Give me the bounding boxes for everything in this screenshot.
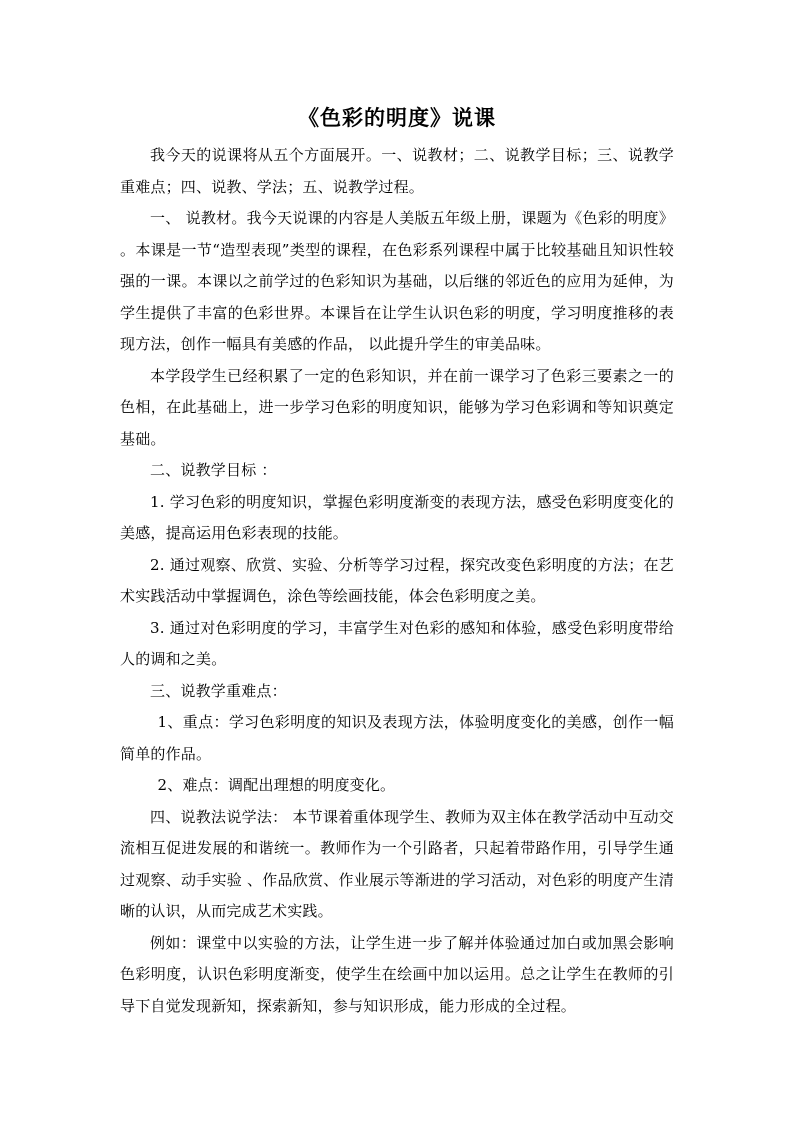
document-body bbox=[120, 140, 674, 1022]
heading-objectives: 二、说教学目标 ： bbox=[150, 461, 277, 479]
paragraph-students: 本学段学生已经积累了一定的色彩知识，并在前一课学习了色彩三要素之一的色相，在此基础上，进一步学习色彩的明度知识，能够为学习色彩调和等知识奠定基础。 bbox=[120, 366, 674, 448]
objective-item-1: 1. 学习色彩的明度知识，掌握色彩明度渐变的表现方法，感受色彩明度变化的美感，提高运用色彩表现的技能。 bbox=[120, 492, 674, 542]
paragraph-methods: 四、说教法说学法： 本节课着重体现学生、教师为双主体在教学活动中互动交流相互促进发展的和谐统一。教师作为一个引路者，只起着带路作用，引导学生通过观察、动手实验 、作品欣赏、作业展示等渐进的学习活动，对色彩的明度产生清晰的认识，从而完成艺术实践。 bbox=[120, 807, 674, 920]
document-title: 《色彩的明度》说课 bbox=[298, 105, 496, 130]
objective-item-2: 2. 通过观察、欣赏、实验、分析等学习过程，探究改变色彩明度的方法；在艺术实践活动中掌握调色，涂色等绘画技能，体会色彩明度之美。 bbox=[120, 555, 674, 605]
difficulty-item: 2、难点：调配出理想的明度变化。 bbox=[157, 776, 396, 794]
paragraph-example: 例如：课堂中以实验的方法，让学生进一步了解并体验通过加白或加黑会影响色彩明度，认识色彩明度渐变，使学生在绘画中加以运用。总之让学生在教师的引导下自觉发现新知，探索新知，参与知识形成，能力形成的全过程。 bbox=[120, 933, 674, 1015]
paragraph-textbook: 一、 说教材。我今天说课的内容是人美版五年级上册，课题为《色彩的明度》 。本课是一节“造型表现”类型的课程，在色彩系列课程中属于比较基础且知识性较强的一课。本课以之前学过的色彩知识为基础，以后继的邻近色的应用为延伸，为学生提供了丰富的色彩世界。本课旨在让学生认识色彩的明度，学习明度推移的表现方法，创作一幅具有美感的作品， 以此提升学生的审美品味。 bbox=[120, 209, 674, 353]
heading-key-points: 三、说教学重难点： bbox=[150, 681, 287, 700]
key-point-item: 1、重点：学习色彩明度的知识及表现方法，体验明度变化的美感，创作一幅简单的作品。 bbox=[120, 713, 674, 763]
paragraph-intro: 我今天的说课将从五个方面展开。一、说教材；二、说教学目标；三、说教学重难点；四、说教、学法；五、说教学过程。 bbox=[120, 146, 674, 196]
objective-item-3: 3. 通过对色彩明度的学习，丰富学生对色彩的感知和体验，感受色彩明度带给人的调和之美。 bbox=[120, 618, 674, 668]
